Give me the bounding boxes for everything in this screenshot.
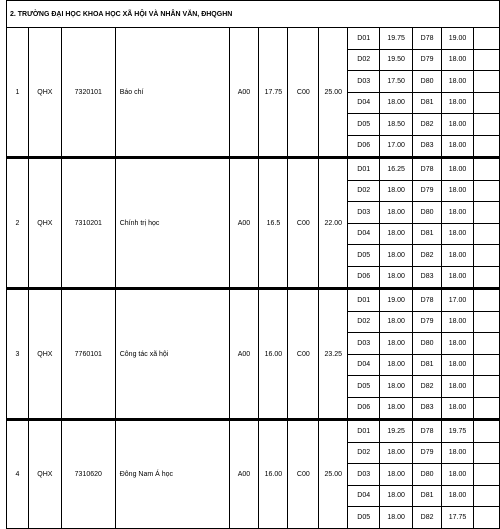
score-a00-cell: 16.00 bbox=[259, 289, 288, 420]
sub-score-cell: 18.00 bbox=[380, 376, 413, 398]
sub-score-cell: 18.00 bbox=[380, 92, 413, 114]
empty-cell bbox=[474, 289, 500, 312]
empty-cell bbox=[474, 333, 500, 355]
sub-score-cell: 18.00 bbox=[442, 333, 474, 355]
major-code-cell: 7760101 bbox=[61, 289, 115, 420]
sub-score-cell: 18.00 bbox=[442, 180, 474, 202]
sub-score-cell: 17.00 bbox=[380, 135, 413, 158]
sub-block-cell: D01 bbox=[348, 420, 380, 443]
sub-block-cell: D01 bbox=[348, 158, 380, 181]
table-row bbox=[7, 420, 500, 443]
sub-score-cell: 18.00 bbox=[442, 485, 474, 507]
sub-block-cell: D04 bbox=[348, 223, 380, 245]
sub-score-cell: 18.00 bbox=[380, 464, 413, 486]
block-c00-cell: C00 bbox=[288, 420, 319, 529]
sub-block-cell: D78 bbox=[413, 28, 442, 50]
empty-cell bbox=[474, 485, 500, 507]
empty-cell bbox=[474, 202, 500, 224]
empty-cell bbox=[474, 266, 500, 289]
sub-score-cell: 18.00 bbox=[442, 223, 474, 245]
empty-cell bbox=[474, 114, 500, 136]
major-name-cell: Đông Nam Á học bbox=[115, 420, 229, 529]
section-title: 2. TRƯỜNG ĐẠI HỌC KHOA HỌC XÃ HỘI VÀ NHÂN VĂN, ĐHQGHN bbox=[6, 0, 500, 27]
sub-score-cell: 19.75 bbox=[380, 28, 413, 50]
row-number-cell: 2 bbox=[7, 158, 29, 289]
major-code-cell: 7320101 bbox=[61, 28, 115, 158]
row-number-cell: 1 bbox=[7, 28, 29, 158]
sub-score-cell: 18.00 bbox=[380, 485, 413, 507]
score-c00-cell: 22.00 bbox=[319, 158, 348, 289]
sub-score-cell: 18.00 bbox=[380, 397, 413, 420]
sub-score-cell: 18.00 bbox=[442, 266, 474, 289]
sub-score-cell: 18.00 bbox=[442, 397, 474, 420]
sub-block-cell: D02 bbox=[348, 311, 380, 333]
score-c00-cell: 23.25 bbox=[319, 289, 348, 420]
score-c00-cell: 25.00 bbox=[319, 28, 348, 158]
major-code-cell: 7310620 bbox=[61, 420, 115, 529]
empty-cell bbox=[474, 420, 500, 443]
sub-block-cell: D83 bbox=[413, 397, 442, 420]
block-c00-cell: C00 bbox=[288, 289, 319, 420]
block-a00-cell: A00 bbox=[229, 289, 259, 420]
sub-score-cell: 18.00 bbox=[380, 442, 413, 464]
empty-cell bbox=[474, 397, 500, 420]
sub-score-cell: 18.00 bbox=[380, 245, 413, 267]
sub-block-cell: D02 bbox=[348, 180, 380, 202]
sub-block-cell: D04 bbox=[348, 485, 380, 507]
sub-score-cell: 18.00 bbox=[380, 202, 413, 224]
sub-score-cell: 18.00 bbox=[442, 92, 474, 114]
sub-block-cell: D03 bbox=[348, 464, 380, 486]
sub-score-cell: 19.00 bbox=[442, 28, 474, 50]
sub-score-cell: 17.75 bbox=[442, 507, 474, 529]
sub-score-cell: 18.00 bbox=[442, 49, 474, 71]
block-c00-cell: C00 bbox=[288, 28, 319, 158]
major-name-cell: Báo chí bbox=[115, 28, 229, 158]
sub-block-cell: D78 bbox=[413, 158, 442, 181]
sub-block-cell: D82 bbox=[413, 245, 442, 267]
school-code-cell: QHX bbox=[28, 289, 61, 420]
sub-block-cell: D03 bbox=[348, 71, 380, 93]
sub-block-cell: D81 bbox=[413, 354, 442, 376]
school-code-cell: QHX bbox=[28, 28, 61, 158]
empty-cell bbox=[474, 376, 500, 398]
sub-score-cell: 19.50 bbox=[380, 49, 413, 71]
sub-block-cell: D01 bbox=[348, 289, 380, 312]
sub-block-cell: D82 bbox=[413, 376, 442, 398]
sub-block-cell: D04 bbox=[348, 92, 380, 114]
school-code-cell: QHX bbox=[28, 420, 61, 529]
sub-block-cell: D80 bbox=[413, 333, 442, 355]
sub-block-cell: D82 bbox=[413, 114, 442, 136]
sub-block-cell: D82 bbox=[413, 507, 442, 529]
sub-score-cell: 18.00 bbox=[380, 507, 413, 529]
sub-block-cell: D80 bbox=[413, 202, 442, 224]
sub-block-cell: D06 bbox=[348, 397, 380, 420]
score-a00-cell: 16.5 bbox=[259, 158, 288, 289]
sub-block-cell: D78 bbox=[413, 420, 442, 443]
empty-cell bbox=[474, 442, 500, 464]
sub-block-cell: D01 bbox=[348, 28, 380, 50]
row-number-cell: 3 bbox=[7, 289, 29, 420]
sub-block-cell: D05 bbox=[348, 245, 380, 267]
sub-block-cell: D03 bbox=[348, 333, 380, 355]
sub-score-cell: 17.50 bbox=[380, 71, 413, 93]
score-a00-cell: 17.75 bbox=[259, 28, 288, 158]
sub-score-cell: 19.25 bbox=[380, 420, 413, 443]
empty-cell bbox=[474, 71, 500, 93]
sub-block-cell: D05 bbox=[348, 376, 380, 398]
school-code-cell: QHX bbox=[28, 158, 61, 289]
sub-block-cell: D02 bbox=[348, 49, 380, 71]
major-name-cell: Chính trị học bbox=[115, 158, 229, 289]
sub-block-cell: D02 bbox=[348, 442, 380, 464]
empty-cell bbox=[474, 49, 500, 71]
block-a00-cell: A00 bbox=[229, 28, 259, 158]
empty-cell bbox=[474, 311, 500, 333]
sub-score-cell: 17.00 bbox=[442, 289, 474, 312]
row-number-cell: 4 bbox=[7, 420, 29, 529]
sub-block-cell: D81 bbox=[413, 92, 442, 114]
sub-score-cell: 18.50 bbox=[380, 114, 413, 136]
sub-score-cell: 18.00 bbox=[442, 135, 474, 158]
sub-score-cell: 18.00 bbox=[442, 464, 474, 486]
sub-block-cell: D79 bbox=[413, 49, 442, 71]
empty-cell bbox=[474, 92, 500, 114]
table-row bbox=[7, 158, 500, 181]
sub-block-cell: D83 bbox=[413, 266, 442, 289]
table-row bbox=[7, 289, 500, 312]
sub-score-cell: 16.25 bbox=[380, 158, 413, 181]
empty-cell bbox=[474, 28, 500, 50]
score-a00-cell: 16.00 bbox=[259, 420, 288, 529]
sub-score-cell: 18.00 bbox=[442, 202, 474, 224]
block-a00-cell: A00 bbox=[229, 420, 259, 529]
sub-block-cell: D79 bbox=[413, 311, 442, 333]
sub-score-cell: 18.00 bbox=[442, 245, 474, 267]
sub-block-cell: D81 bbox=[413, 485, 442, 507]
sub-block-cell: D06 bbox=[348, 135, 380, 158]
sub-score-cell: 18.00 bbox=[442, 442, 474, 464]
empty-cell bbox=[474, 223, 500, 245]
sub-score-cell: 18.00 bbox=[442, 376, 474, 398]
sub-block-cell: D03 bbox=[348, 202, 380, 224]
block-a00-cell: A00 bbox=[229, 158, 259, 289]
sub-score-cell: 18.00 bbox=[380, 311, 413, 333]
sub-score-cell: 18.00 bbox=[380, 266, 413, 289]
sub-block-cell: D80 bbox=[413, 71, 442, 93]
empty-cell bbox=[474, 464, 500, 486]
major-code-cell: 7310201 bbox=[61, 158, 115, 289]
block-c00-cell: C00 bbox=[288, 158, 319, 289]
sub-block-cell: D80 bbox=[413, 464, 442, 486]
sub-score-cell: 19.00 bbox=[380, 289, 413, 312]
sub-block-cell: D83 bbox=[413, 135, 442, 158]
sub-block-cell: D05 bbox=[348, 114, 380, 136]
sub-score-cell: 18.00 bbox=[380, 333, 413, 355]
score-c00-cell: 25.00 bbox=[319, 420, 348, 529]
empty-cell bbox=[474, 158, 500, 181]
major-name-cell: Công tác xã hội bbox=[115, 289, 229, 420]
sub-score-cell: 18.00 bbox=[380, 223, 413, 245]
sub-block-cell: D79 bbox=[413, 180, 442, 202]
empty-cell bbox=[474, 354, 500, 376]
sub-score-cell: 19.75 bbox=[442, 420, 474, 443]
sub-block-cell: D04 bbox=[348, 354, 380, 376]
sub-score-cell: 18.00 bbox=[442, 71, 474, 93]
sub-block-cell: D81 bbox=[413, 223, 442, 245]
table-row bbox=[7, 28, 500, 50]
empty-cell bbox=[474, 245, 500, 267]
empty-cell bbox=[474, 180, 500, 202]
sub-score-cell: 18.00 bbox=[380, 180, 413, 202]
sub-score-cell: 18.00 bbox=[380, 354, 413, 376]
sub-score-cell: 18.00 bbox=[442, 311, 474, 333]
sub-score-cell: 18.00 bbox=[442, 354, 474, 376]
empty-cell bbox=[474, 135, 500, 158]
sub-score-cell: 18.00 bbox=[442, 158, 474, 181]
sub-score-cell: 18.00 bbox=[442, 114, 474, 136]
sub-block-cell: D79 bbox=[413, 442, 442, 464]
sub-block-cell: D06 bbox=[348, 266, 380, 289]
sub-block-cell: D05 bbox=[348, 507, 380, 529]
admission-score-table bbox=[6, 27, 500, 529]
empty-cell bbox=[474, 507, 500, 529]
sub-block-cell: D78 bbox=[413, 289, 442, 312]
